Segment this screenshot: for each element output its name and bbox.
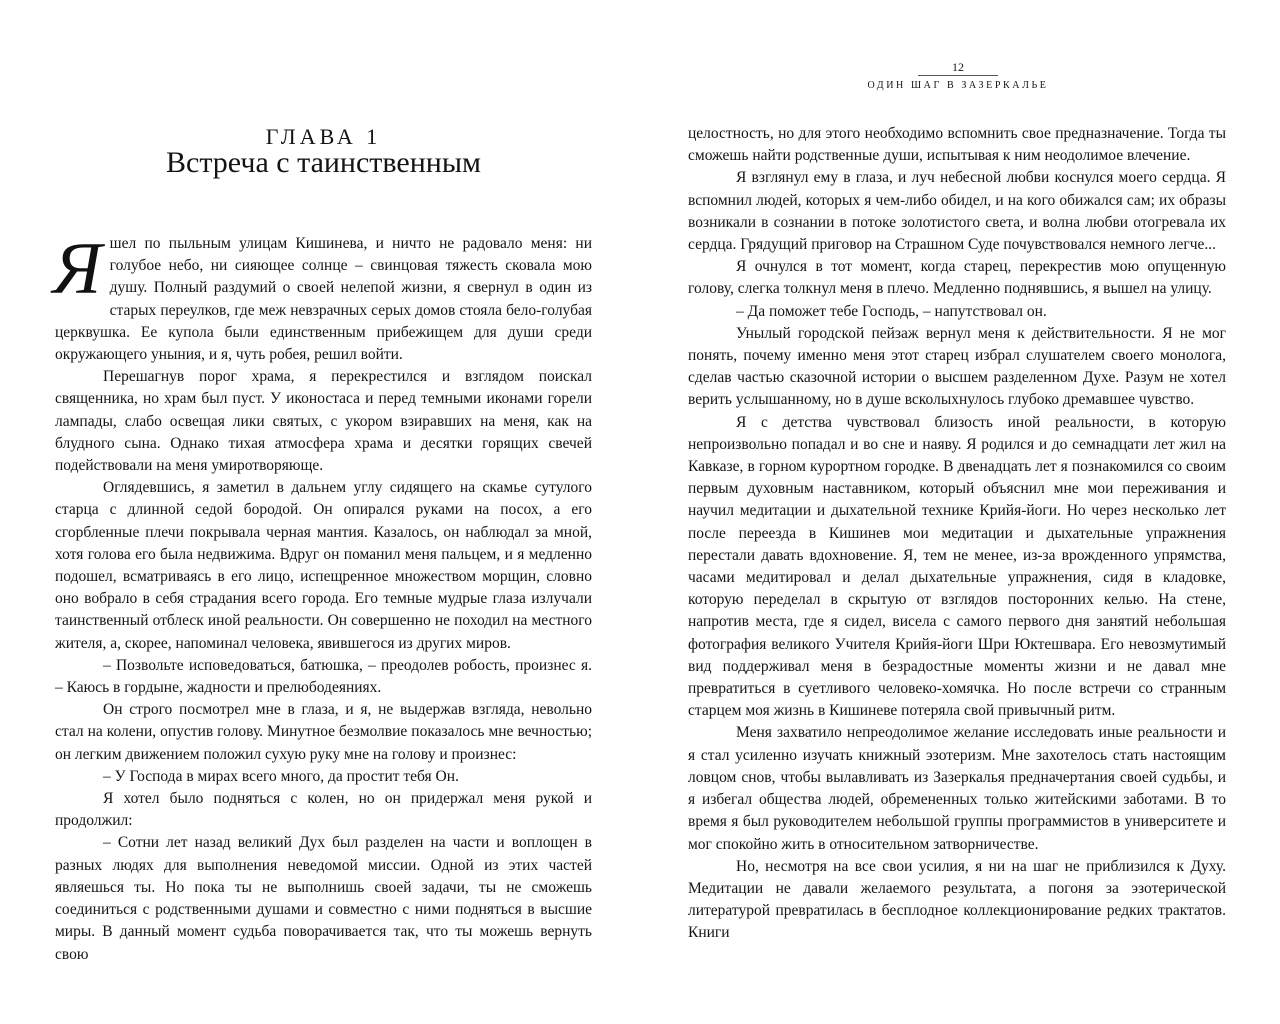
- page-number: 12: [952, 60, 964, 74]
- paragraph: целостность, но для этого необходимо вспомнить свое предназначение. Тогда ты сможешь найти родственные души, испытывая к ним неодолимое влечение.: [688, 125, 1226, 165]
- paragraph: Я очнулся в тот момент, когда старец, перекрестив мою опущенную голову, слегка толкнул меня в плечо. Медленно поднявшись, я вышел на улицу.: [688, 258, 1226, 298]
- left-page: [55, 0, 592, 1024]
- chapter-label: ГЛАВА 1: [265, 124, 382, 149]
- paragraph: – Да поможет тебе Господь, – напутствовал он.: [736, 302, 1047, 320]
- right-page-text: [688, 123, 1226, 945]
- paragraph: Я взглянул ему в глаза, и луч небесной любви коснулся моего сердца. Я вспомнил людей, которых я чем-либо обидел, и на кого обижался сам; их образы возникали в сознании в потоке золотистого света, и волна любви отогревала их сердца. Грядущий приговор на Страшном Суде почувствовался немного легче...: [688, 169, 1226, 254]
- chapter-title: Встреча с таинственным: [166, 146, 481, 179]
- drop-cap: Я: [53, 228, 102, 310]
- paragraph: Перешагнув порог храма, я перекрестился и взглядом поискал священника, но храм был пуст. У иконостаса и перед темными иконами горели лампады, слабо освещая лики святых, с укором взиравших на меня, как на блудного сына. Однако тихая атмосфера храма и десятки горящих свечей подействовали на меня умиротворяюще.: [55, 368, 592, 475]
- paragraph: Я с детства чувствовал близость иной реальности, в которую непроизвольно попадал и во сне и наяву. Я родился и до семнадцати лет жил на Кавказе, в горном курортном городке. В двенадцать лет я познакомился со своим первым духовным наставником, который объяснил мне мои переживания и научил медитации и дыхательной технике Крийя-йоги. Но через несколько лет после переезда в Кишинев мои медитации и дыхательные упражнения перестали давать вдохновение. Я, тем не менее, из-за врожденного упрямства, часами медитировал и делал дыхательные упражнения, сидя в кладовке, которую переделал в скрытую от взглядов посторонних келью. На стене, напротив места, где я сидел, висела с самого первого дня занятий небольшая фотография великого Учителя Крийя-йоги Шри Юктешвара. Его невозмутимый вид поддерживал меня в безрадостные моменты жизни и не давал мне превратиться в суетливого человеко-хомячка. Но после встречи со странным старцем моя жизнь в Кишиневе потеряла свой привычный ритм.: [688, 413, 1226, 720]
- paragraph: Я хотел было подняться с колен, но он придержал меня рукой и продолжил:: [55, 790, 592, 830]
- paragraph: – У Господа в мирах всего много, да простит тебя Он.: [103, 767, 459, 785]
- left-page-text: [53, 228, 592, 966]
- paragraph: Унылый городской пейзаж вернул меня к действительности. Я не мог понять, почему именно меня этот старец избрал слушателем своего монолога, сделав частью сказочной истории о высшем разделенном Духе. Разум не хотел верить услышанному, но в душе всколыхнулось глубоко дремавшее чувство.: [688, 324, 1226, 409]
- paragraph: Меня захватило непреодолимое желание исследовать иные реальности и я стал усиленно изучать книжный эзотеризм. Мне захотелось стать настоящим ловцом снов, чтобы вылавливать из Зазеркалья предначертания своей судьбы, и я избегал общества людей, обремененных только житейскими заботами. В то время я был руководителем небольшой группы программистов в университете и мог спокойно жить в относительном затворничестве.: [688, 724, 1226, 853]
- paragraph: – Позвольте исповедоваться, батюшка, – преодолев робость, произнес я. – Каюсь в гордыне, жадности и прелюбодеяниях.: [55, 656, 592, 697]
- paragraph: – Сотни лет назад великий Дух был разделен на части и воплощен в разных людях для выполнения неведомой миссии. Одной из этих частей являешься ты. Но пока ты не выполнишь своей задачи, ты не сможешь соединиться с родственными душами и совместно с ними подняться в высшие миры. В данный момент судьба поворачивается так, что ты можешь вернуть свою: [55, 834, 592, 963]
- paragraph: Оглядевшись, я заметил в дальнем углу сидящего на скамье сутулого старца с длинной седой бородой. Он опирался руками на посох, а его сгорбленные плечи покрывала черная мантия. Казалось, он наблюдал за мной, хотя голова его была недвижима. Вдруг он поманил меня пальцем, и я медленно подошел, всматриваясь в его лицо, испещренное множеством морщин, словно оно вобрало в себя страдания всего города. Его темные мудрые глаза излучали таинственный отблеск иной реальности. Он совершенно не походил на местного жителя, а, скорее, напоминал человека, явившегося из других миров.: [55, 479, 592, 652]
- paragraph: Но, несмотря на все свои усилия, я ни на шаг не приблизился к Духу. Медитации не давали желаемого результата, а погоня за эзотерической литературой превратилась в бесплодное коллекционирование редких трактатов. Книги: [688, 857, 1226, 942]
- book-title: ОДИН ШАГ В ЗАЗЕРКАЛЬЕ: [867, 80, 1049, 91]
- paragraph: Яшел по пыльным улицам Кишинева, и ничто не радовало меня: ни голубое небо, ни сияющее солнце – свинцовая тяжесть сковала мою душу. Полный раздумий о своей нелепой жизни, я свернул в один из старых переулков, где меж невзрачных серых домов стояла бело-голубая церквушка. Ее купола были единственным прибежищем для души среди окружающего уныния, и я, чуть робея, решил войти.: [53, 228, 592, 364]
- paragraph: Он строго посмотрел мне в глаза, и я, не выдержав взгляда, невольно стал на колени, опустив голову. Минутное безмолвие показалось мне вечностью; он легким движением положил сухую руку мне на голову и произнес:: [55, 701, 592, 763]
- right-page: [688, 0, 1226, 1024]
